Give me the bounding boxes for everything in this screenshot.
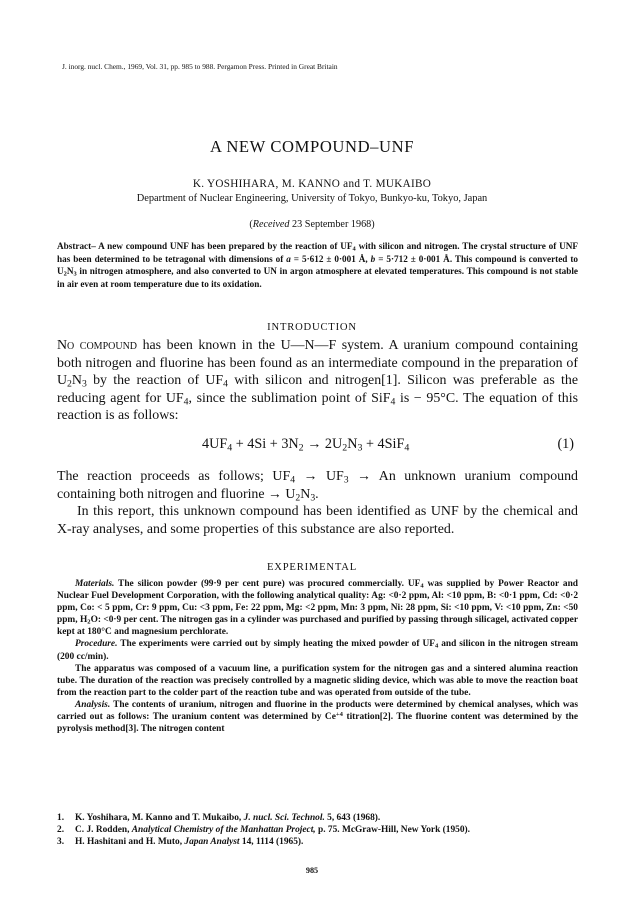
- experimental-section: [57, 578, 578, 735]
- page-number: 985: [305, 866, 319, 875]
- report-paragraph: In this report, this unknown compound has been identified as UNF by the chemical and X-ray analyses, and some properties of this substance are also reported.: [57, 504, 578, 537]
- materials-paragraph: Materials. The silicon powder (99·9 per cent pure) was procured commercially. $UF_4$ was supplied by Power Reactor and Nuclear Fuel Development Corporation, with the following analytical quality: Ag: <0·2 ppm, Al: <10 ppm, B: <0·1 ppm, Cd: <0·2 ppm, Co: < 5 ppm, Cr: 9 ppm, Cu: <3 ppm, Fe: 22 ppm, Mg: <2 ppm, Mn: 3 ppm, Ni: 28 ppm, Si: <10 ppm, V: <10 ppm, Zn: <50 ppm, $H_2O$: <0·9 per cent. The nitrogen gas in a cylinder was purchased and purified by passing through silicagel, activated copper kept at 180°C and magnesium perchlorate.: [57, 579, 578, 638]
- reference-item: 2. C. J. Rodden, Analytical Chemistry of the Manhattan Project, p. 75. McGraw-Hill, New York (1950).: [57, 825, 470, 836]
- references: [57, 812, 578, 848]
- paper-title: A NEW COMPOUND–UNF: [209, 137, 415, 156]
- reference-item: 3. H. Hashitani and H. Muto, Japan Analyst 14, 1114 (1965).: [57, 837, 304, 848]
- apparatus-paragraph: The apparatus was composed of a vacuum line, a purification system for the nitrogen gas and a sintered alumina reaction tube. The duration of the reaction was precisely controlled by a magnetic sliding device, which was able to move the reaction boat from the reaction part to the colder part of the reaction tube and was operated from outside of the tube.: [57, 663, 578, 698]
- reference-item: 1. K. Yoshihara, M. Kanno and T. Mukaibo, J. nucl. Sci. Technol. 5, 643 (1968).: [57, 813, 381, 823]
- author-list: K. YOSHIHARA, M. KANNO and T. MUKAIBO: [192, 178, 432, 190]
- equation-formula: $4UF_4 + 4Si + 3N_2 \to 2U_2N_3 + 4SiF_4$: [202, 436, 410, 454]
- reaction-description: The reaction proceeds as follows; $UF_4 \to UF_3 \to An$ unknown uranium compound containing both nitrogen and fluorine → $U_2N_3$. In this report, this unknown compound has been identified as UNF by the chemical and X-ray analyses, and some properties of this substance are also reported.: [57, 469, 578, 537]
- received-date: (Received 23 September 1968): [249, 219, 375, 230]
- introduction-paragraph: No compound has been known in the U—N—F system. A uranium compound containing both nitrogen and fluorine has been found as an intermediate compound in the preparation of $U_2N_3$ by the reaction of $UF_4$ with silicon and nitrogen[1]. Silicon was preferable as the reducing agent for $UF_4$, since the sublimation point of SiF$_4$ is − 95°C. The equation of this reaction is as follows:: [57, 338, 578, 423]
- abstract: Abstract– A new compound UNF has been prepared by the reaction of $UF_4$ with silicon and nitrogen. The crystal structure of UNF has been determined to be tetragonal with dimensions of a = 5·612 ± 0·001 Å, b = 5·712 ± 0·001 Å. This compound is converted to $U_2N_3$ in nitrogen atmosphere, and also converted to UN in argon atmosphere at elevated temperatures. This compound is not stable in air even at room temperature due to its oxidation.: [57, 241, 579, 289]
- analysis-paragraph: Analysis. The contents of uranium, nitrogen and fluorine in the products were determined by chemical analyses, which was carried out as follows: The uranium content was determined by $Ce^{+4}$ titration[2]. The fluorine content was determined by the pyrolysis method[3]. The nitrogen content: [57, 699, 579, 735]
- procedure-paragraph: Procedure. The experiments were carried out by simply heating the mixed powder of $UF_4$ and silicon in the nitrogen stream (200 cc/min).: [57, 639, 579, 662]
- affiliation: Department of Nuclear Engineering, University of Tokyo, Bunkyo-ku, Tokyo, Japan: [136, 193, 488, 204]
- abstract-label: Abstract: [57, 241, 92, 251]
- citation-header: J. inorg. nucl. Chem., 1969, Vol. 31, pp. 985 to 988. Pergamon Press. Printed in Great Britain: [62, 62, 338, 71]
- experimental-heading: EXPERIMENTAL: [267, 562, 357, 573]
- introduction-heading: INTRODUCTION: [267, 322, 357, 333]
- equation-number: (1): [557, 436, 574, 452]
